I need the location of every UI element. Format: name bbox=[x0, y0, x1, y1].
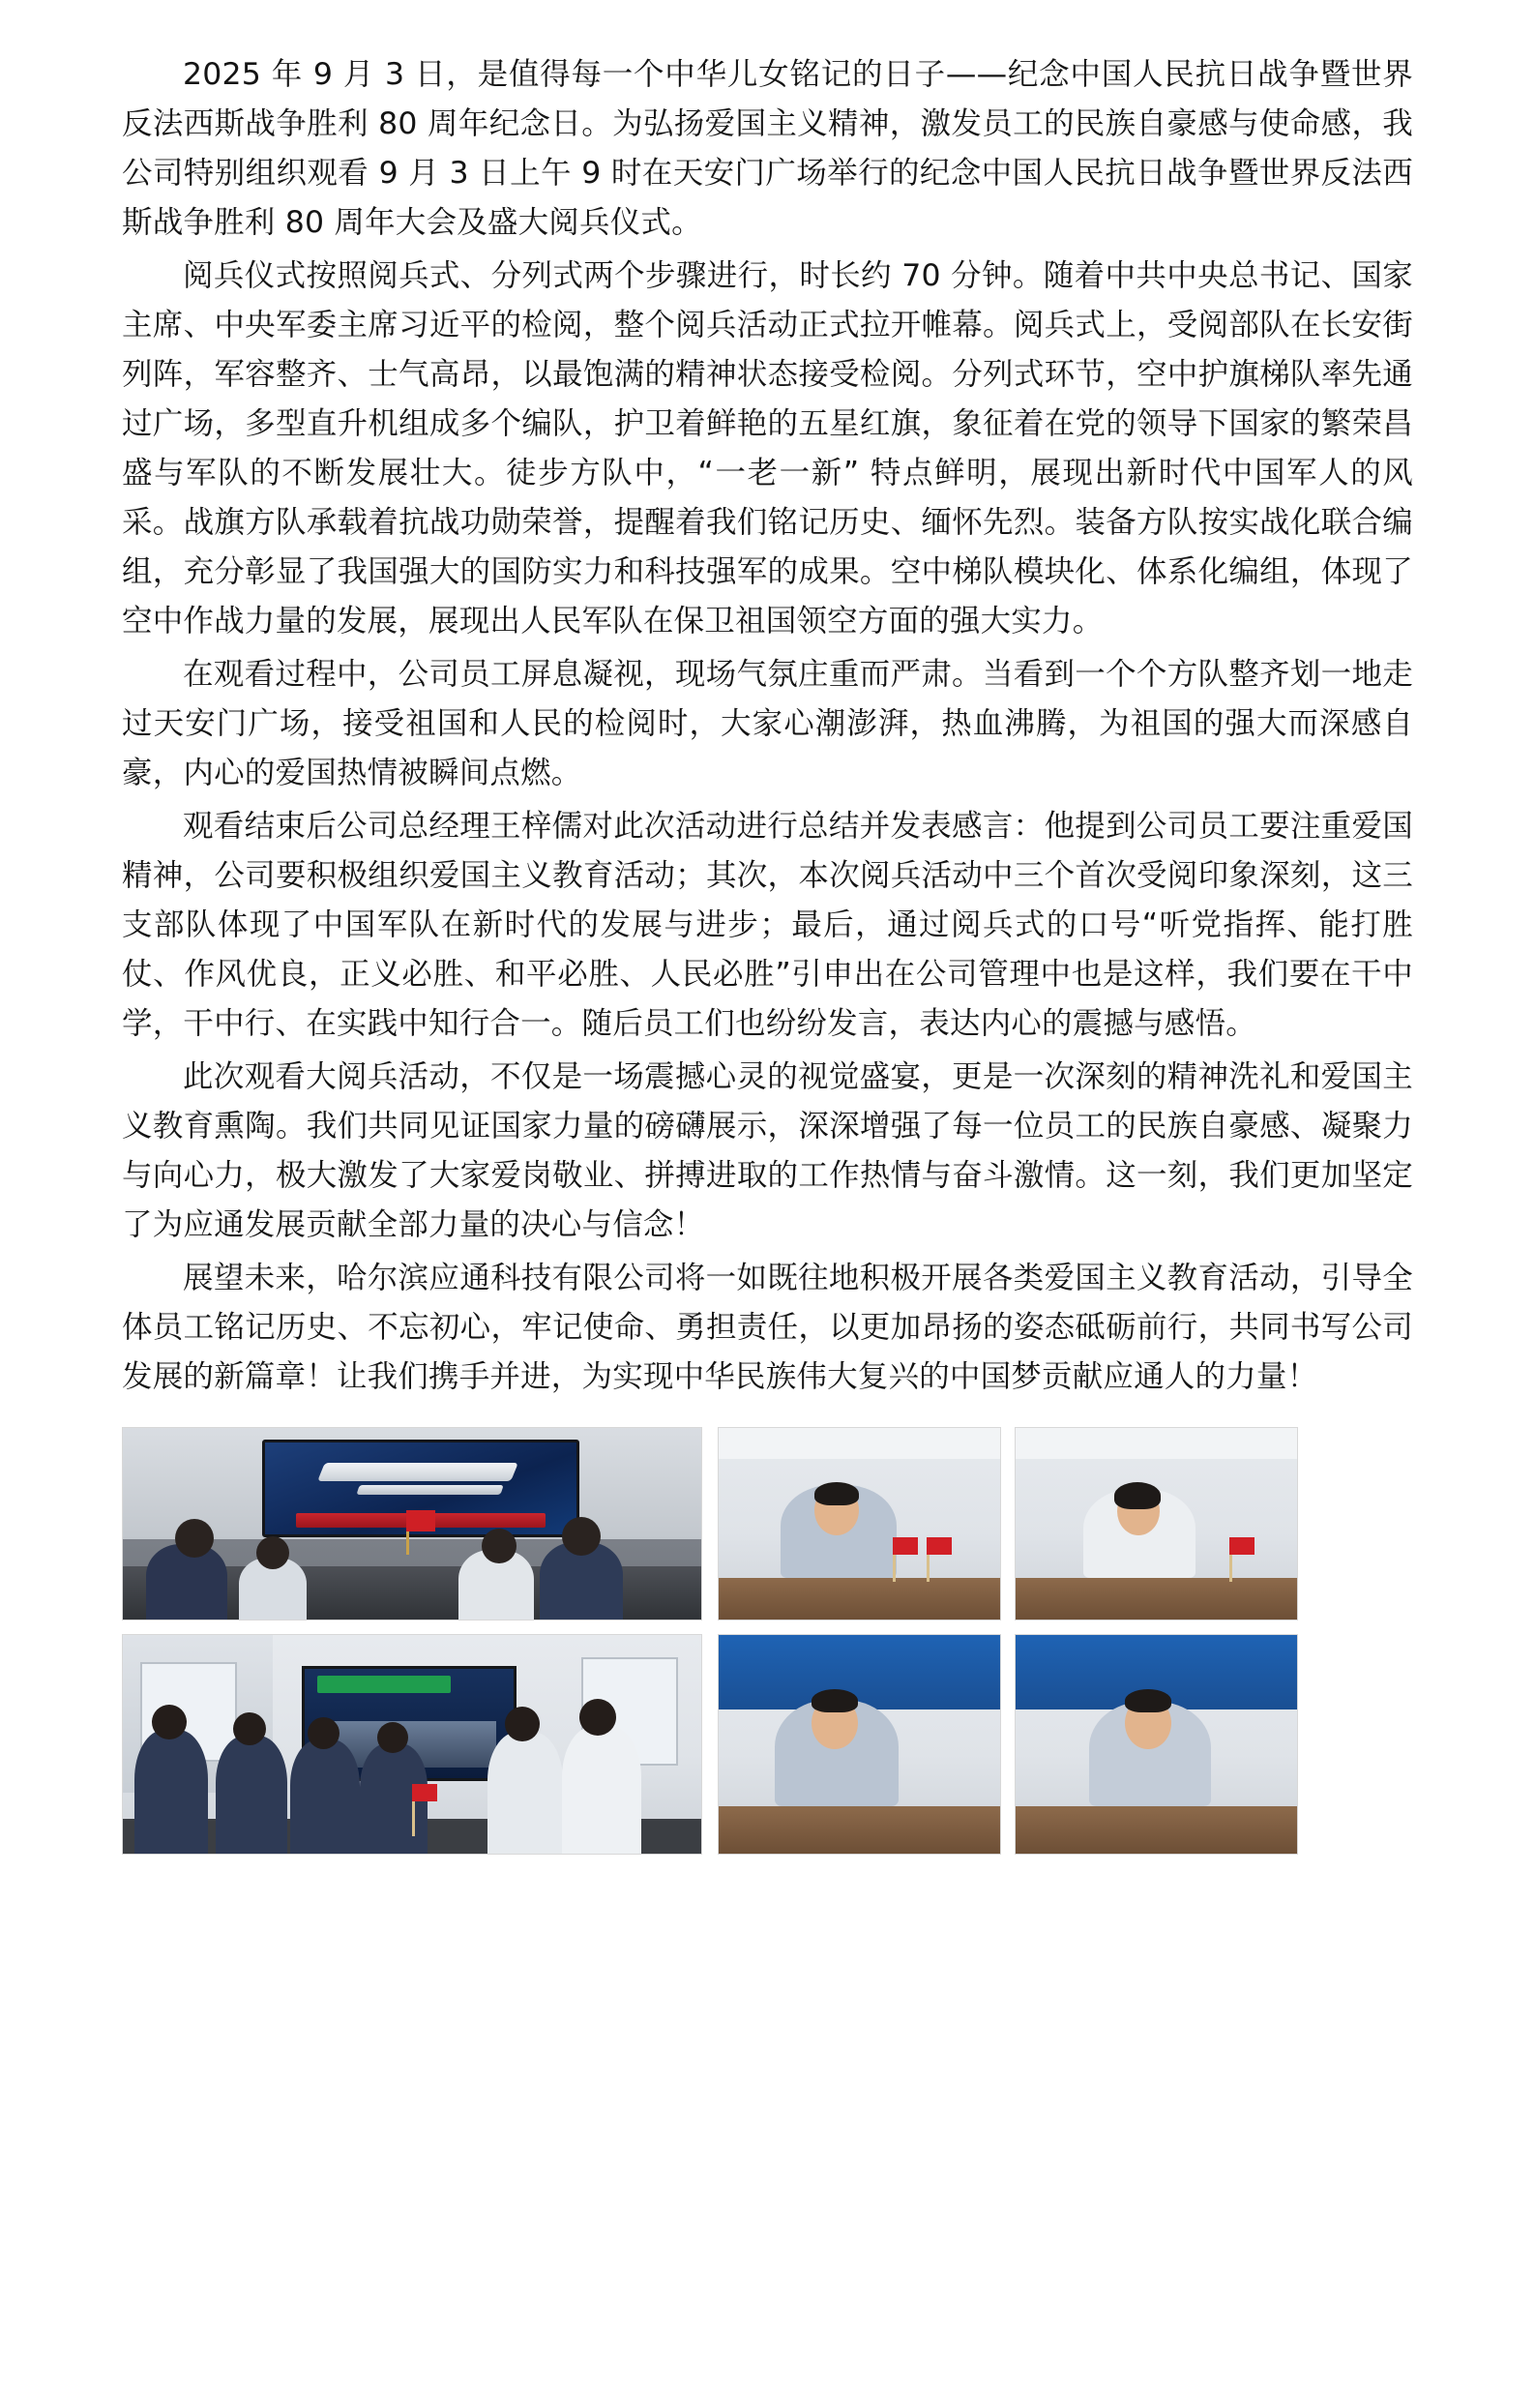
gallery-row-bottom bbox=[718, 1634, 1298, 1855]
photo-group-standing-watching bbox=[122, 1634, 702, 1855]
photo-speaker-woman-right bbox=[1015, 1427, 1298, 1620]
paragraph-4: 观看结束后公司总经理王梓儒对此次活动进行总结并发表感言：他提到公司员工要注重爱国精神，公司要积极组织爱国主义教育活动；其次，本次阅兵活动中三个首次受阅印象深刻，这三支部队体现了中国军队在新时代的发展与进步；最后，通过阅兵式的口号“听党指挥、能打胜仗、作风优良，正义必胜、和平必胜、人民必胜”引申出在公司管理中也是这样，我们要在干中学，干中行、在实践中知行合一。随后员工们也纷纷发言，表达内心的震撼与感悟。 bbox=[122, 809, 1413, 1042]
photo-speaker-man-center bbox=[718, 1634, 1001, 1855]
paragraph-1: 2025 年 9 月 3 日，是值得每一个中华儿女铭记的日子——纪念中国人民抗日战争暨世界反法西斯战争胜利 80 周年纪念日。为弘扬爱国主义精神，激发员工的民族自豪感与使命感，我公司特别组织观看 9 月 3 日上午 9 时在天安门广场举行的纪念中国人民抗日战争暨世界反法西斯战争胜利 80 周年大会及盛大阅兵仪式。 bbox=[122, 57, 1413, 241]
gallery-row-top bbox=[718, 1427, 1298, 1620]
photo-speaker-man-left bbox=[718, 1427, 1001, 1620]
paragraph-6: 展望未来，哈尔滨应通科技有限公司将一如既往地积极开展各类爱国主义教育活动，引导全体员工铭记历史、不忘初心，牢记使命、勇担责任，以更加昂扬的姿态砥砺前行，共同书写公司发展的新篇章！让我们携手并进，为实现中华民族伟大复兴的中国梦贡献应通人的力量！ bbox=[122, 1261, 1413, 1395]
paragraph-3: 在观看过程中，公司员工屏息凝视，现场气氛庄重而严肃。当看到一个个方队整齐划一地走过天安门广场，接受祖国和人民的检阅时，大家心潮澎湃，热血沸腾，为祖国的强大而深感自豪，内心的爱国热情被瞬间点燃。 bbox=[122, 657, 1413, 791]
photo-speaker-man-right bbox=[1015, 1634, 1298, 1855]
article-body bbox=[122, 50, 1413, 1402]
paragraph-2: 阅兵仪式按照阅兵式、分列式两个步骤进行，时长约 70 分钟。随着中共中央总书记、国家主席、中央军委主席习近平的检阅，整个阅兵活动正式拉开帷幕。阅兵式上，受阅部队在长安街列阵，军容整齐、士气高昂，以最饱满的精神状态接受检阅。分列式环节，空中护旗梯队率先通过广场，多型直升机组成多个编队，护卫着鲜艳的五星红旗，象征着在党的领导下国家的繁荣昌盛与军队的不断发展壮大。徒步方队中，“一老一新” 特点鲜明，展现出新时代中国军人的风采。战旗方队承载着抗战功勋荣誉，提醒着我们铭记历史、缅怀先烈。装备方队按实战化联合编组，充分彰显了我国强大的国防实力和科技强军的成果。空中梯队模块化、体系化编组，体现了空中作战力量的发展，展现出人民军队在保卫祖国领空方面的强大实力。 bbox=[122, 258, 1413, 639]
gallery-column-left bbox=[122, 1427, 702, 1855]
photo-watching-parade-screen bbox=[122, 1427, 702, 1620]
paragraph-5: 此次观看大阅兵活动，不仅是一场震撼心灵的视觉盛宴，更是一次深刻的精神洗礼和爱国主义教育熏陶。我们共同见证国家力量的磅礴展示，深深增强了每一位员工的民族自豪感、凝聚力与向心力，极大激发了大家爱岗敬业、拼搏进取的工作热情与奋斗激情。这一刻，我们更加坚定了为应通发展贡献全部力量的决心与信念！ bbox=[122, 1059, 1413, 1243]
photo-gallery bbox=[122, 1427, 1413, 1855]
gallery-column-right bbox=[718, 1427, 1298, 1855]
